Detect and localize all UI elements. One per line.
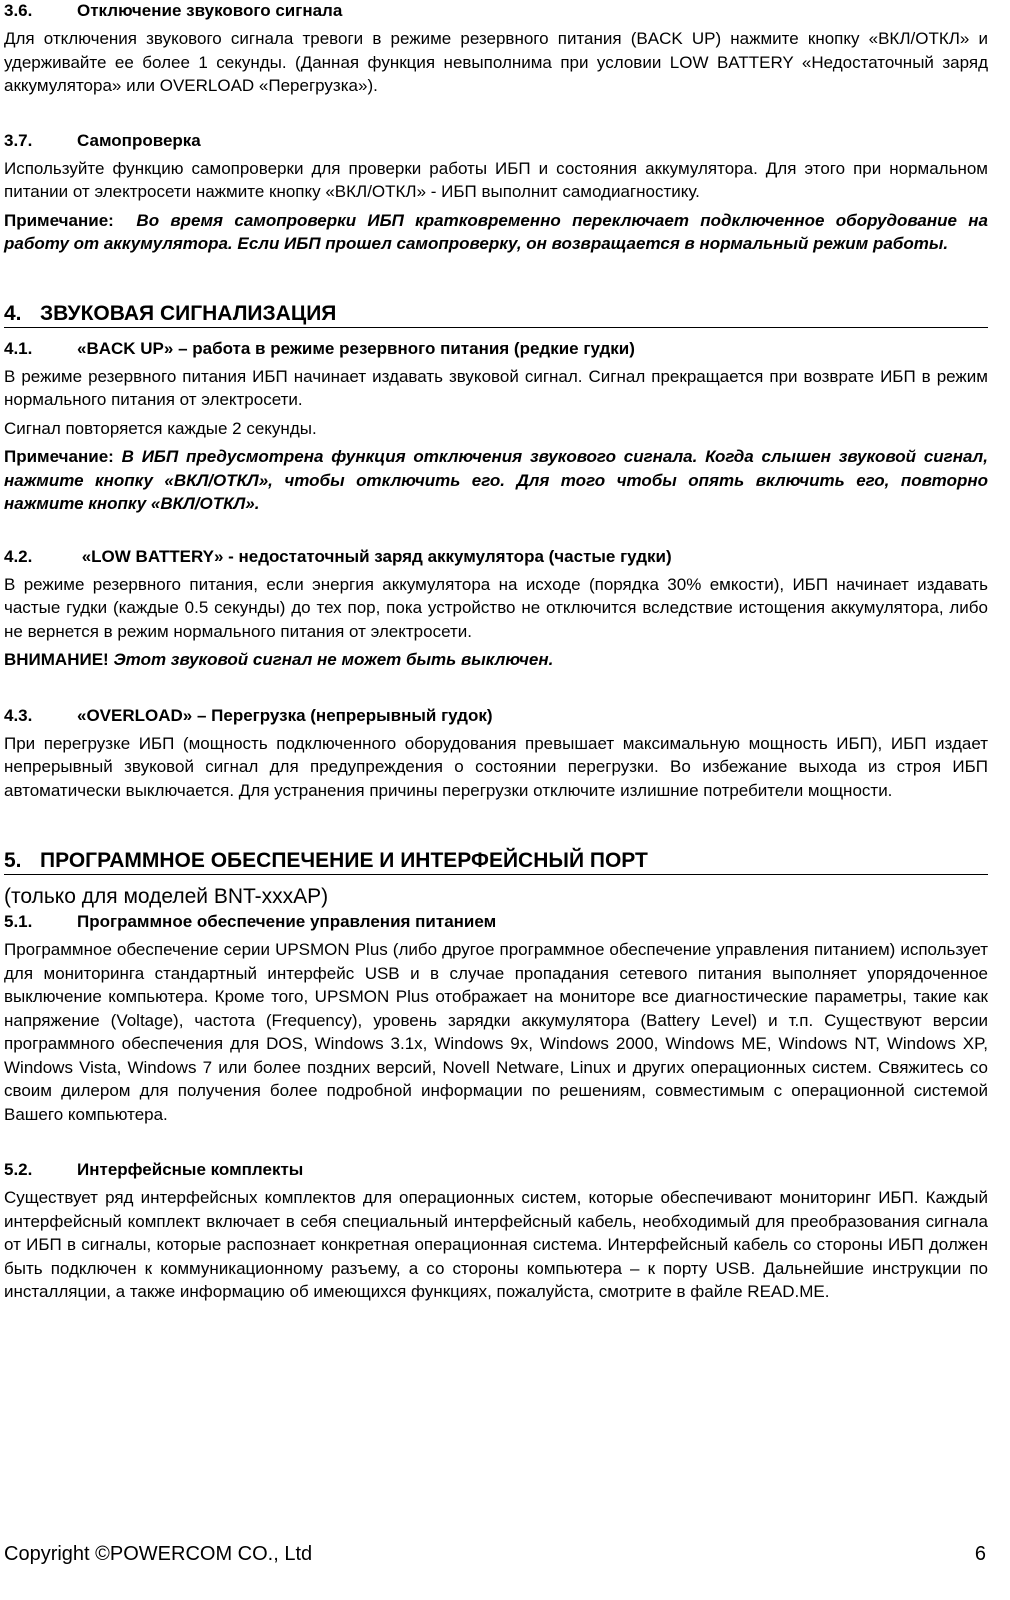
chapter-4-heading xyxy=(4,302,988,328)
section-number: 4.2. xyxy=(4,546,33,566)
note-label: Примечание: xyxy=(4,447,114,466)
section-3-6-heading xyxy=(4,0,988,22)
section-title: Отключение звукового сигнала xyxy=(77,1,343,20)
section-number: 4.1. xyxy=(4,338,33,358)
note-label: Примечание: xyxy=(4,210,114,230)
section-3-7-heading xyxy=(4,130,988,152)
note-text: Во время самопроверки ИБП кратковременно переключает подключенное оборудование на работу от аккумулятора. Если ИБП прошел самопроверку, он возвращается в нормальный режим работы. xyxy=(4,210,988,253)
section-number: 5.1. xyxy=(4,912,33,931)
warning-text: Этот звуковой сигнал не может быть выключен. xyxy=(113,650,554,669)
chapter-5-heading xyxy=(4,849,988,875)
warning xyxy=(4,648,988,672)
section-title: «BACK UP» – работа в режиме резервного питания (редкие гудки) xyxy=(77,338,635,358)
page-number: 6 xyxy=(974,1543,986,1565)
note xyxy=(4,209,988,256)
section-4-3-heading xyxy=(4,705,988,727)
section-title: «OVERLOAD» – Перегрузка (непрерывный гудок) xyxy=(77,705,493,725)
paragraph: Используйте функцию самопроверки для проверки работы ИБП и состояния аккумулятора. Для этого при нормальном питании от электросети нажмите кнопку «ВКЛ/ОТКЛ» - ИБП выполнит самодиагностику. xyxy=(4,158,988,201)
section-number: 3.7. xyxy=(4,130,33,150)
section-5-1-heading xyxy=(4,911,988,933)
paragraph: В режиме резервного питания, если энергия аккумулятора на исходе (порядка 30% емкости), ИБП начинает издавать частые гудки (каждые 0.5 секунды) до тех пор, пока устройство не отключится вследствие истощения аккумулятора, либо не вернется в режим нормального питания от электросети. xyxy=(4,574,988,641)
section-number: 3.6. xyxy=(4,1,33,20)
chapter-title: ЗВУКОВАЯ СИГНАЛИЗАЦИЯ xyxy=(40,301,337,325)
chapter-title: ПРОГРАММНОЕ ОБЕСПЕЧЕНИЕ И ИНТЕРФЕЙСНЫЙ ПОРТ xyxy=(40,849,648,872)
section-4-2-heading xyxy=(4,546,988,568)
warning-label: ВНИМАНИЕ! xyxy=(4,650,109,669)
paragraph: При перегрузке ИБП (мощность подключенного оборудования превышает максимальную мощность ИБП), ИБП издает непрерывный звуковой сигнал для предупреждения о состоянии перегрузки. Во избежание выхода из строя ИБП автоматически выключается. Для устранения причины перегрузки отключите излишние потребители мощности. xyxy=(4,733,988,800)
paragraph: Программное обеспечение серии UPSMON Plus (либо другое программное обеспечение управления питанием) использует для мониторинга стандартный интерфейс USB и в случае пропадания сетевого питания выполняет упорядоченное выключение компьютера. Кроме того, UPSMON Plus отображает на мониторе все диагностические параметры, такие как напряжение (Voltage), частота (Frequency), уровень зарядки аккумулятора (Battery Level) и т.п. Существуют версии программного обеспечения для DOS, Windows 3.1x, Windows 9x, Windows 2000, Windows ME, Windows NT, Windows XP, Windows Vista, Windows 7 или более поздних версий, Novell Netware, Linux и других операционных систем. Свяжитесь со своим дилером для получения более подробной информации по решениям, совместимым с операционной системой Вашего компьютера. xyxy=(4,940,988,1124)
document-page xyxy=(4,0,988,1304)
copyright: Copyright ©POWERCOM CO., Ltd xyxy=(4,1543,313,1565)
section-title: «LOW BATTERY» - недостаточный заряд аккумулятора (частые гудки) xyxy=(77,546,672,566)
section-5-2-heading xyxy=(4,1159,988,1181)
paragraph: Для отключения звукового сигнала тревоги в режиме резервного питания (BACK UP) нажмите кнопку «ВКЛ/ОТКЛ» и удерживайте ее более 1 секунды. (Данная функция невыполнима при условии LOW BATTERY «Недостаточный заряд аккумулятора» или OVERLOAD «Перегрузка»). xyxy=(4,29,988,95)
section-4-1-heading xyxy=(4,338,988,360)
section-number: 5.2. xyxy=(4,1160,33,1179)
section-title: Самопроверка xyxy=(77,130,201,150)
note xyxy=(4,445,988,516)
paragraph: Существует ряд интерфейсных комплектов для операционных систем, которые обеспечивают мониторинг ИБП. Каждый интерфейсный комплект включает в себя специальный интерфейсный кабель, необходимый для преобразования сигнала от ИБП в сигналы, которые распознает конкретная операционная система. Интерфейсный кабель со стороны ИБП должен быть подключен к коммуникационному разъему, а со стороны компьютера – к порту USB. Дальнейшие инструкции по инсталляции, а также информацию об имеющихся функциях, пожалуйста, смотрите в файле READ.ME. xyxy=(4,1188,988,1301)
paragraph: В режиме резервного питания ИБП начинает издавать звуковой сигнал. Сигнал прекращается при возврате ИБП в режим нормального питания от электросети. xyxy=(4,366,988,409)
note-text: В ИБП предусмотрена функция отключения звукового сигнала. Когда слышен звуковой сигнал, нажмите кнопку «ВКЛ/ОТКЛ», чтобы отключить его. Для того чтобы опять включить его, повторно нажмите кнопку «ВКЛ/ОТКЛ». xyxy=(4,447,988,513)
section-title: Программное обеспечение управления питанием xyxy=(77,912,497,931)
paragraph: Сигнал повторяется каждые 2 секунды. xyxy=(4,418,317,438)
section-number: 4.3. xyxy=(4,705,33,725)
section-title: Интерфейсные комплекты xyxy=(77,1160,304,1179)
chapter-number: 5. xyxy=(4,849,22,872)
page-footer xyxy=(4,1542,986,1566)
chapter-number: 4. xyxy=(4,301,22,325)
chapter-subtitle: (только для моделей BNT-xxxAP) xyxy=(4,885,329,908)
